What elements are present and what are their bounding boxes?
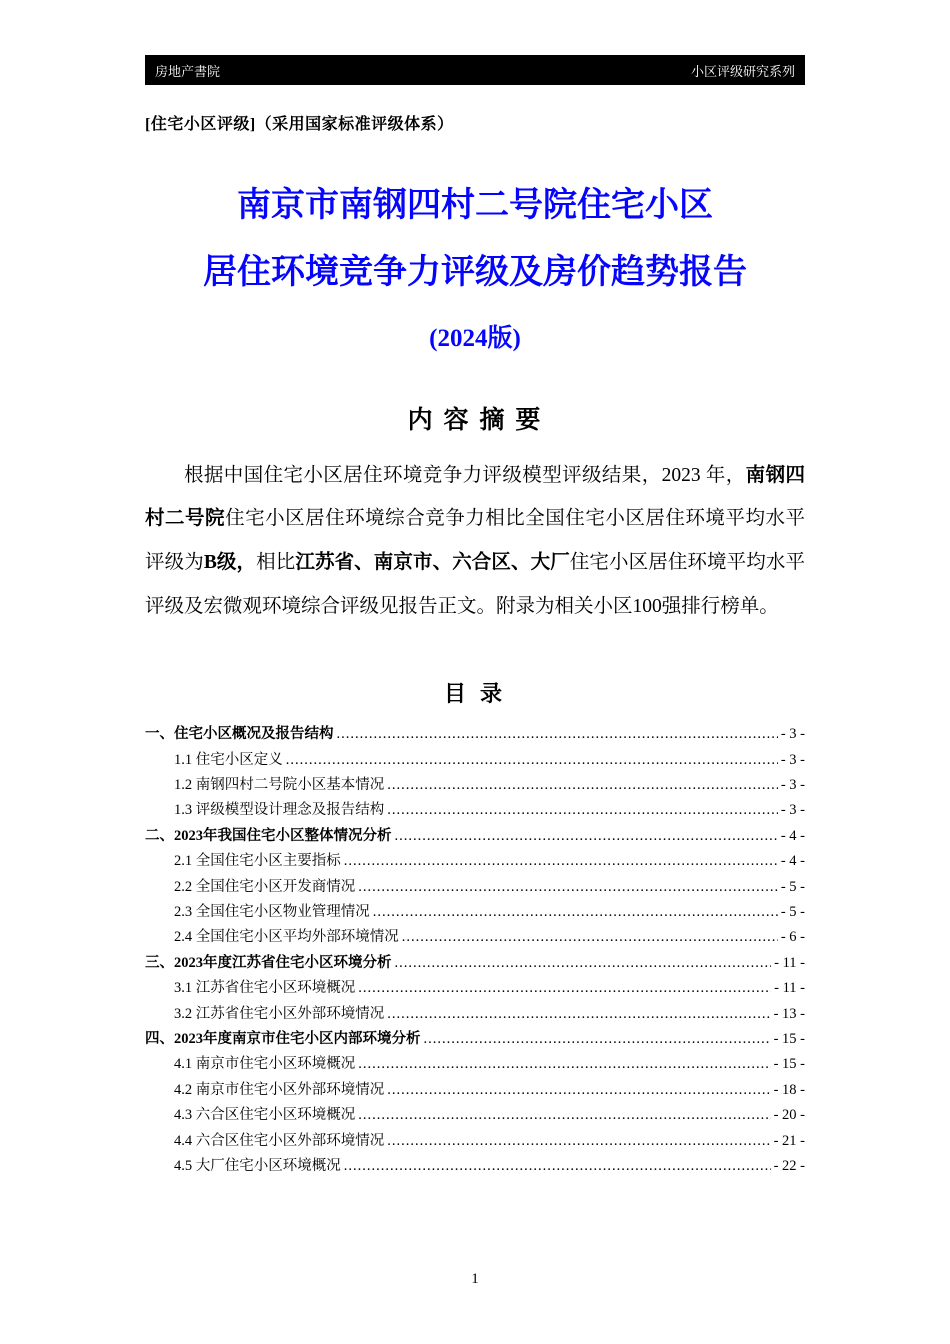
toc-dot-leader — [395, 951, 772, 976]
summary-segment: 住宅小区居住环境综合竞争力相比全国住宅小区居住环境平均水平评级为 — [145, 508, 805, 574]
toc-entry-page: - 22 - — [773, 1158, 805, 1174]
toc-dot-leader — [424, 1027, 771, 1052]
toc-entry[interactable] — [145, 1052, 805, 1077]
toc-entry-page: - 3 - — [780, 776, 805, 793]
toc-entry[interactable] — [145, 1129, 805, 1154]
toc-entry-page: - 20 - — [773, 1107, 805, 1124]
summary-segment: 相比 — [256, 552, 296, 574]
toc-entry-label: 4.1 南京市住宅小区环境概况 — [174, 1056, 356, 1073]
toc-dot-leader — [358, 875, 778, 900]
toc-entry[interactable] — [145, 824, 805, 849]
summary-paragraph — [145, 454, 805, 630]
toc-dot-leader — [358, 976, 771, 1001]
toc-entry-label: 3.1 江苏省住宅小区环境概况 — [174, 980, 356, 997]
toc-entry-label: 2.1 全国住宅小区主要指标 — [174, 853, 341, 870]
toc-entry[interactable] — [145, 849, 805, 874]
page-number: 1 — [471, 1271, 479, 1287]
toc-entry-label: 4.5 大厂住宅小区环境概况 — [174, 1158, 341, 1174]
toc-entry[interactable] — [145, 976, 805, 1001]
toc-entry-label: 1.3 评级模型设计理念及报告结构 — [174, 802, 385, 819]
toc-entry-label: 2.4 全国住宅小区平均外部环境情况 — [174, 929, 399, 946]
report-type-label: [住宅小区评级]（采用国家标准评级体系） — [145, 116, 454, 133]
toc-entry-label: 一、住宅小区概况及报告结构 — [145, 726, 334, 743]
toc-entry-label: 1.1 住宅小区定义 — [174, 751, 283, 768]
toc-entry-page: - 21 - — [773, 1132, 805, 1149]
toc-entry-page: - 5 - — [780, 903, 805, 920]
toc-dot-leader — [344, 1154, 771, 1179]
report-edition: (2024版) — [429, 324, 521, 352]
summary-segment: B级， — [203, 552, 257, 574]
toc-entry-label: 4.3 六合区住宅小区环境概况 — [174, 1107, 356, 1124]
toc-entry[interactable] — [145, 951, 805, 976]
toc-entry-page: - 3 - — [780, 751, 805, 768]
toc-dot-leader — [387, 773, 778, 798]
toc-entry-label: 四、2023年度南京市住宅小区内部环境分析 — [145, 1030, 421, 1047]
summary-segment: 住宅小区居住环境平均水平评级及宏微观环境综合评级见报告正文。附录为相关小区100强排行榜单。 — [145, 552, 805, 618]
toc-entry[interactable] — [145, 1103, 805, 1128]
toc-entry-label: 2.2 全国住宅小区开发商情况 — [174, 878, 356, 895]
toc-entry[interactable] — [145, 773, 805, 798]
toc-entry-label: 3.2 江苏省住宅小区外部环境情况 — [174, 1005, 385, 1022]
toc-entry[interactable] — [145, 748, 805, 773]
toc-entry[interactable] — [145, 1078, 805, 1103]
toc-dot-leader — [395, 824, 778, 849]
toc-list — [145, 722, 805, 1179]
toc-dot-leader — [387, 1078, 770, 1103]
toc-dot-leader — [286, 748, 778, 773]
toc-entry-page: - 3 - — [780, 802, 805, 819]
toc-entry-label: 1.2 南钢四村二号院小区基本情况 — [174, 776, 385, 793]
toc-entry-page: - 15 - — [773, 1056, 805, 1073]
summary-segment: 南钢四村二号院 — [145, 464, 805, 530]
summary-heading: 内 容 摘 要 — [407, 405, 543, 434]
toc-entry[interactable] — [145, 875, 805, 900]
summary-segment: 江苏省、南京市、六合区、大厂 — [295, 552, 570, 574]
report-title-line1: 南京市南钢四村二号院住宅小区 — [237, 187, 713, 224]
toc-entry-page: - 15 - — [773, 1030, 805, 1047]
toc-dot-leader — [387, 798, 778, 823]
toc-dot-leader — [387, 1002, 770, 1027]
toc-entry[interactable] — [145, 900, 805, 925]
header-bar — [145, 55, 805, 85]
toc-dot-leader — [358, 1103, 770, 1128]
toc-dot-leader — [358, 1052, 770, 1077]
toc-entry-page: - 4 - — [780, 853, 805, 870]
toc-entry-page: - 18 - — [773, 1081, 805, 1098]
toc-entry-page: - 6 - — [780, 929, 805, 946]
toc-entry[interactable] — [145, 798, 805, 823]
header-left-text: 房地产書院 — [155, 63, 221, 79]
toc-entry-label: 4.4 六合区住宅小区外部环境情况 — [174, 1132, 385, 1149]
toc-entry-page: - 11 - — [774, 980, 805, 997]
toc-entry-label: 三、2023年度江苏省住宅小区环境分析 — [145, 954, 392, 971]
toc-dot-leader — [344, 849, 778, 874]
toc-entry-page: - 5 - — [780, 878, 805, 895]
toc-entry[interactable] — [145, 1027, 805, 1052]
toc-entry[interactable] — [145, 722, 805, 747]
toc-dot-leader — [373, 900, 778, 925]
toc-entry-page: - 4 - — [780, 827, 805, 844]
report-title-line2: 居住环境竞争力评级及房价趋势报告 — [203, 253, 747, 291]
toc-heading: 目 录 — [443, 681, 507, 707]
header-right-text: 小区评级研究系列 — [690, 63, 795, 79]
toc-dot-leader — [387, 1129, 770, 1154]
toc-entry[interactable] — [145, 1002, 805, 1027]
toc-entry[interactable] — [145, 1154, 805, 1179]
toc-entry-label: 2.3 全国住宅小区物业管理情况 — [174, 903, 370, 920]
toc-entry-page: - 11 - — [774, 954, 805, 971]
toc-entry-label: 二、2023年我国住宅小区整体情况分析 — [145, 827, 392, 844]
toc-dot-leader — [337, 722, 778, 747]
toc-entry[interactable] — [145, 925, 805, 950]
toc-entry-label: 4.2 南京市住宅小区外部环境情况 — [174, 1081, 385, 1098]
toc-dot-leader — [402, 925, 778, 950]
summary-segment: 根据中国住宅小区居住环境竞争力评级模型评级结果，2023 年， — [184, 464, 746, 486]
toc-entry-page: - 13 - — [773, 1005, 805, 1022]
toc-entry-page: - 3 - — [780, 726, 805, 743]
